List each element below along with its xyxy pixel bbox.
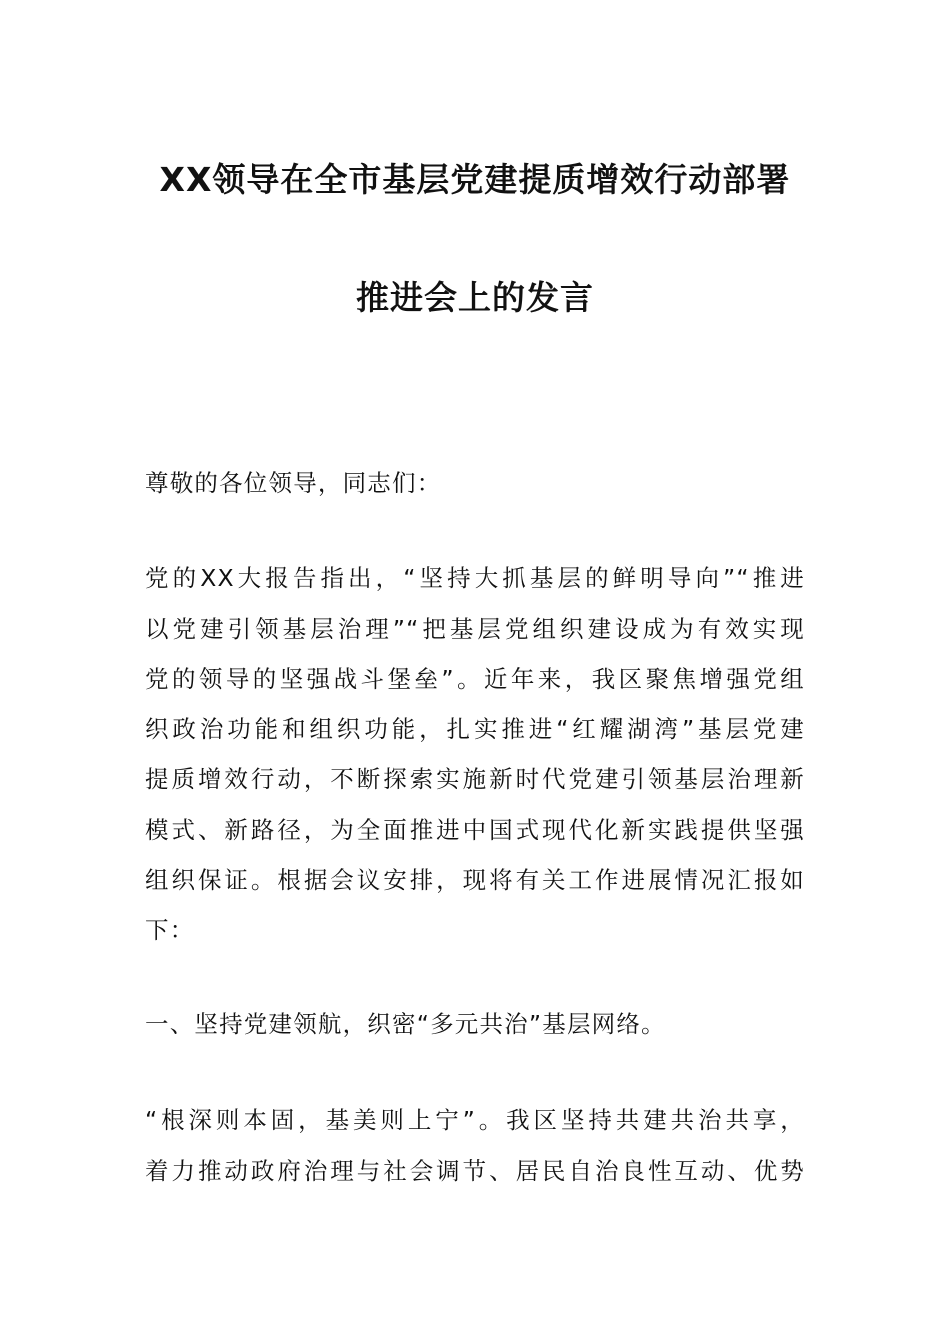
paragraph-1-line: 以党建引领基层治理”“把基层党组织建设成为有效实现 (145, 615, 805, 643)
document-title-line-1: XX领导在全市基层党建提质增效行动部署 (159, 160, 791, 199)
paragraph-2-line: “根深则本固，基美则上宁”。我区坚持共建共治共享， (145, 1106, 805, 1134)
paragraph-1-line: 织政治功能和组织功能，扎实推进“红耀湖湾”基层党建 (145, 715, 805, 743)
paragraph-1-line: 党的领导的坚强战斗堡垒”。近年来，我区聚焦增强党组 (145, 665, 805, 693)
paragraph-2-line: 着力推动政府治理与社会调节、居民自治良性互动、优势 (145, 1157, 805, 1185)
paragraph-1-line: 组织保证。根据会议安排，现将有关工作进展情况汇报如 (145, 866, 805, 894)
paragraph-1-line: 下： (145, 916, 195, 944)
paragraph-1-line: 提质增效行动，不断探索实施新时代党建引领基层治理新 (145, 765, 805, 793)
paragraph-1-line: 党的XX大报告指出，“坚持大抓基层的鲜明导向”“推进 (145, 564, 805, 592)
greeting: 尊敬的各位领导，同志们： (145, 469, 442, 497)
document-title-line-2: 推进会上的发言 (356, 278, 594, 317)
paragraph-1-line: 模式、新路径，为全面推进中国式现代化新实践提供坚强 (145, 816, 805, 844)
section-heading-1: 一、坚持党建领航，织密“多元共治”基层网络。 (145, 1010, 666, 1038)
